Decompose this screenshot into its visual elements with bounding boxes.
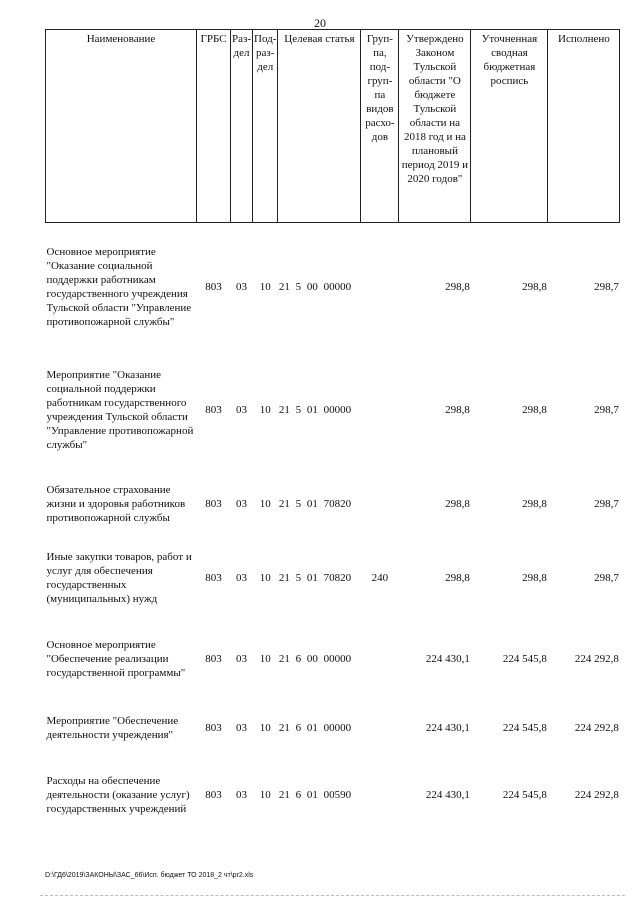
row-podrazdel: 10 xyxy=(259,280,271,293)
row-target: 21 5 01 70820 xyxy=(278,572,352,584)
header-executed: Исполнено xyxy=(548,30,620,223)
row-name: Обязательное страхование жизни и здоровья работников противопожарной службы xyxy=(46,484,186,524)
row-refined: 298,8 xyxy=(522,280,547,293)
header-grbs: ГРБС xyxy=(197,30,231,223)
row-group: 240 xyxy=(371,572,389,584)
row-refined: 224 545,8 xyxy=(502,653,547,665)
row-approved: 298,8 xyxy=(445,498,470,510)
table-header-row xyxy=(46,30,620,223)
row-razdel: 03 xyxy=(236,572,247,584)
table-row xyxy=(46,618,620,700)
footer-divider xyxy=(40,895,625,896)
row-grbs: 803 xyxy=(205,721,222,734)
header-group: Груп- па, под- груп- па видов расхо- дов xyxy=(361,30,399,223)
row-podrazdel: 10 xyxy=(259,789,271,801)
row-podrazdel: 10 xyxy=(259,572,271,584)
row-grbs: 803 xyxy=(205,789,222,801)
row-grbs: 803 xyxy=(205,572,222,584)
row-group xyxy=(361,618,399,700)
row-podrazdel: 10 xyxy=(259,653,271,665)
row-target: 21 5 00 00000 xyxy=(278,280,352,293)
row-razdel: 03 xyxy=(236,280,247,293)
row-executed: 224 292,8 xyxy=(574,789,619,801)
header-refined: Уточненная сводная бюджетная роспись xyxy=(471,30,548,223)
row-refined: 298,8 xyxy=(522,404,547,416)
row-approved: 298,8 xyxy=(445,572,470,584)
row-executed: 298,7 xyxy=(594,404,619,416)
row-grbs: 803 xyxy=(205,498,222,510)
row-target: 21 5 01 70820 xyxy=(278,498,352,510)
row-name: Мероприятие "Оказание социальной поддержки работникам государственного учреждения Тульской области "Управление противопожарной службы" xyxy=(46,369,194,451)
row-razdel: 03 xyxy=(236,498,247,510)
row-grbs: 803 xyxy=(205,280,222,293)
row-podrazdel: 10 xyxy=(259,721,271,734)
header-podrazdel: Под- раз- дел xyxy=(253,30,278,223)
row-group xyxy=(361,470,399,538)
row-refined: 224 545,8 xyxy=(502,721,547,734)
header-target: Целевая статья xyxy=(278,30,361,223)
row-name: Иные закупки товаров, работ и услуг для обеспечения государственных (муниципальных) нужд xyxy=(46,551,192,605)
row-name: Расходы на обеспечение деятельности (оказание услуг) государственных учреждений xyxy=(46,775,190,815)
page-number: 20 xyxy=(314,16,326,30)
row-razdel: 03 xyxy=(236,721,247,734)
row-executed: 224 292,8 xyxy=(574,721,619,734)
table-row xyxy=(46,755,620,835)
row-name: Основное мероприятие "Оказание социальной поддержки работникам государственного учреждения Тульской области "Управление противопожарной службы" xyxy=(46,245,192,328)
row-approved: 298,8 xyxy=(445,404,470,416)
row-group xyxy=(361,755,399,835)
table-row xyxy=(46,470,620,538)
file-path-footer: D:\ГД6\2019\ЗАКОНЫ\ЗАС_66\Исп. бюджет ТО 2018_2 чт\pr2.xls xyxy=(45,872,254,879)
row-grbs: 803 xyxy=(205,404,222,416)
row-executed: 298,7 xyxy=(594,498,619,510)
header-approved: Утверждено Законом Тульской области "О бюджете Тульской области на 2018 год и на плановый период 2019 и 2020 годов" xyxy=(399,30,471,223)
row-group xyxy=(361,350,399,470)
row-executed: 298,7 xyxy=(594,280,619,293)
row-grbs: 803 xyxy=(205,653,222,665)
row-razdel: 03 xyxy=(236,789,247,801)
row-target: 21 6 01 00000 xyxy=(278,721,352,734)
row-target: 21 6 00 00000 xyxy=(278,653,352,665)
row-razdel: 03 xyxy=(236,653,247,665)
row-name: Мероприятие "Обеспечение деятельности учреждения" xyxy=(46,714,179,741)
header-razdel: Раз- дел xyxy=(231,30,253,223)
row-approved: 224 430,1 xyxy=(425,721,470,734)
row-target: 21 6 01 00590 xyxy=(278,789,352,801)
budget-table xyxy=(45,29,620,835)
row-executed: 298,7 xyxy=(594,572,619,584)
row-refined: 298,8 xyxy=(522,498,547,510)
row-group xyxy=(361,223,399,351)
row-group xyxy=(361,700,399,755)
row-executed: 224 292,8 xyxy=(574,653,619,665)
table-row xyxy=(46,350,620,470)
table-row xyxy=(46,700,620,755)
row-approved: 224 430,1 xyxy=(425,789,470,801)
row-target: 21 5 01 00000 xyxy=(278,404,352,416)
row-razdel: 03 xyxy=(236,404,247,416)
row-approved: 298,8 xyxy=(445,280,470,293)
row-refined: 224 545,8 xyxy=(502,789,547,801)
row-podrazdel: 10 xyxy=(259,404,271,416)
row-approved: 224 430,1 xyxy=(425,653,470,665)
row-podrazdel: 10 xyxy=(259,498,271,510)
row-name: Основное мероприятие "Обеспечение реализации государственной программы" xyxy=(46,639,186,679)
header-name: Наименование xyxy=(46,30,197,223)
row-refined: 298,8 xyxy=(522,572,547,584)
table-row xyxy=(46,223,620,351)
table-row xyxy=(46,538,620,618)
